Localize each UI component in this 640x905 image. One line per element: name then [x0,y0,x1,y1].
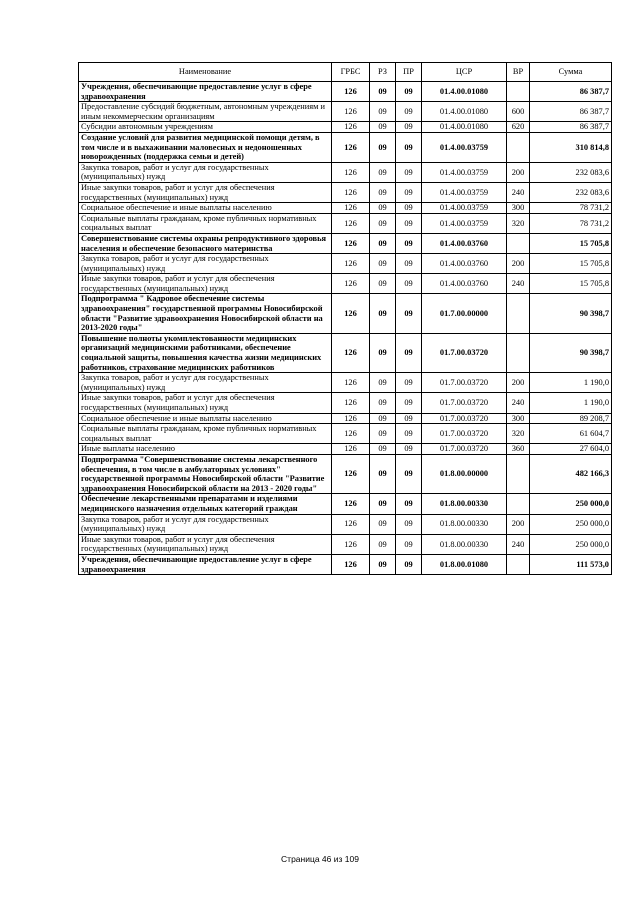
cell-grbs: 126 [332,554,370,574]
cell-grbs: 126 [332,413,370,424]
table-row [79,213,612,233]
cell-csr: 01.8.00.00330 [422,534,507,554]
table-row [79,413,612,424]
cell-rz: 09 [370,333,396,372]
cell-sum: 86 387,7 [530,102,612,122]
cell-rz: 09 [370,424,396,444]
cell-csr: 01.7.00.03720 [422,413,507,424]
cell-pr: 09 [396,413,422,424]
cell-pr: 09 [396,444,422,455]
cell-vr: 200 [507,373,530,393]
cell-vr: 600 [507,102,530,122]
cell-pr: 09 [396,254,422,274]
cell-vr [507,233,530,253]
cell-sum: 89 208,7 [530,413,612,424]
cell-grbs: 126 [332,424,370,444]
cell-grbs: 126 [332,102,370,122]
cell-csr: 01.4.00.03759 [422,213,507,233]
cell-name: Обеспечение лекарственными препаратами и изделиями медицинского назначения отдельных категорий граждан [79,494,332,514]
cell-csr: 01.7.00.03720 [422,444,507,455]
cell-sum: 1 190,0 [530,393,612,413]
cell-pr: 09 [396,102,422,122]
cell-name: Иные закупки товаров, работ и услуг для обеспечения государственных (муниципальных) нужд [79,182,332,202]
cell-rz: 09 [370,132,396,162]
cell-grbs: 126 [332,444,370,455]
table-row [79,393,612,413]
cell-pr: 09 [396,182,422,202]
cell-rz: 09 [370,514,396,534]
cell-csr: 01.8.00.00330 [422,494,507,514]
cell-rz: 09 [370,294,396,333]
table-row [79,333,612,372]
table-row [79,444,612,455]
cell-rz: 09 [370,254,396,274]
cell-csr: 01.4.00.01080 [422,122,507,133]
cell-vr: 200 [507,162,530,182]
cell-vr: 240 [507,182,530,202]
cell-name: Совершенствование системы охраны репродуктивного здоровья населения и обеспечение безопасного материнства [79,233,332,253]
cell-name: Социальные выплаты гражданам, кроме публичных нормативных социальных выплат [79,213,332,233]
cell-name: Подпрограмма " Кадровое обеспечение системы здравоохранения" государственной программы Новосибирской области "Развитие здравоохранения Новосибирской области на 2013-2020 годы" [79,294,332,333]
cell-pr: 09 [396,82,422,102]
table-row [79,274,612,294]
cell-vr [507,294,530,333]
cell-name: Учреждения, обеспечивающие предоставление услуг в сфере здравоохранения [79,82,332,102]
cell-sum: 250 000,0 [530,534,612,554]
cell-grbs: 126 [332,494,370,514]
cell-grbs: 126 [332,82,370,102]
cell-name: Закупка товаров, работ и услуг для государственных (муниципальных) нужд [79,373,332,393]
cell-pr: 09 [396,274,422,294]
table-row [79,514,612,534]
table-row [79,494,612,514]
cell-vr: 240 [507,534,530,554]
cell-rz: 09 [370,274,396,294]
table-row [79,454,612,493]
cell-grbs: 126 [332,122,370,133]
cell-csr: 01.4.00.03760 [422,233,507,253]
cell-sum: 86 387,7 [530,122,612,133]
cell-grbs: 126 [332,254,370,274]
cell-sum: 232 083,6 [530,162,612,182]
cell-pr: 09 [396,393,422,413]
cell-csr: 01.7.00.03720 [422,333,507,372]
table-row [79,373,612,393]
table-row [79,233,612,253]
cell-rz: 09 [370,182,396,202]
cell-csr: 01.7.00.00000 [422,294,507,333]
cell-grbs: 126 [332,274,370,294]
cell-vr: 320 [507,424,530,444]
cell-grbs: 126 [332,233,370,253]
cell-vr [507,132,530,162]
cell-rz: 09 [370,122,396,133]
cell-vr: 620 [507,122,530,133]
cell-grbs: 126 [332,333,370,372]
cell-rz: 09 [370,393,396,413]
cell-rz: 09 [370,213,396,233]
cell-rz: 09 [370,494,396,514]
cell-pr: 09 [396,534,422,554]
cell-csr: 01.4.00.03759 [422,203,507,214]
cell-name: Закупка товаров, работ и услуг для государственных (муниципальных) нужд [79,514,332,534]
cell-grbs: 126 [332,213,370,233]
cell-csr: 01.8.00.00330 [422,514,507,534]
cell-name: Иные закупки товаров, работ и услуг для обеспечения государственных (муниципальных) нужд [79,274,332,294]
cell-grbs: 126 [332,162,370,182]
cell-pr: 09 [396,424,422,444]
cell-name: Социальные выплаты гражданам, кроме публичных нормативных социальных выплат [79,424,332,444]
cell-sum: 15 705,8 [530,233,612,253]
cell-name: Закупка товаров, работ и услуг для государственных (муниципальных) нужд [79,254,332,274]
cell-grbs: 126 [332,514,370,534]
cell-pr: 09 [396,294,422,333]
cell-csr: 01.7.00.03720 [422,424,507,444]
cell-name: Иные закупки товаров, работ и услуг для обеспечения государственных (муниципальных) нужд [79,393,332,413]
cell-pr: 09 [396,162,422,182]
cell-sum: 78 731,2 [530,213,612,233]
cell-sum: 15 705,8 [530,254,612,274]
table-header-row [79,63,612,82]
cell-pr: 09 [396,122,422,133]
table-row [79,132,612,162]
cell-vr [507,494,530,514]
cell-vr: 200 [507,254,530,274]
cell-sum: 78 731,2 [530,203,612,214]
cell-csr: 01.4.00.03759 [422,162,507,182]
cell-pr: 09 [396,213,422,233]
table-row [79,203,612,214]
cell-rz: 09 [370,534,396,554]
header-sum: Сумма [530,63,612,82]
cell-csr: 01.8.00.00000 [422,454,507,493]
table-row [79,182,612,202]
cell-vr: 360 [507,444,530,455]
cell-pr: 09 [396,373,422,393]
cell-vr: 240 [507,393,530,413]
table-row [79,294,612,333]
table-row [79,162,612,182]
cell-vr [507,454,530,493]
cell-csr: 01.4.00.01080 [422,82,507,102]
cell-grbs: 126 [332,534,370,554]
cell-sum: 482 166,3 [530,454,612,493]
cell-sum: 250 000,0 [530,514,612,534]
table-row [79,102,612,122]
cell-sum: 90 398,7 [530,294,612,333]
cell-rz: 09 [370,454,396,493]
cell-name: Социальное обеспечение и иные выплаты населению [79,203,332,214]
cell-vr: 240 [507,274,530,294]
header-name: Наименование [79,63,332,82]
cell-sum: 90 398,7 [530,333,612,372]
cell-rz: 09 [370,444,396,455]
cell-pr: 09 [396,233,422,253]
cell-pr: 09 [396,494,422,514]
cell-rz: 09 [370,82,396,102]
cell-vr: 300 [507,413,530,424]
cell-rz: 09 [370,554,396,574]
cell-csr: 01.8.00.01080 [422,554,507,574]
cell-csr: 01.7.00.03720 [422,373,507,393]
cell-pr: 09 [396,454,422,493]
cell-csr: 01.7.00.03720 [422,393,507,413]
cell-sum: 86 387,7 [530,82,612,102]
header-pr: ПР [396,63,422,82]
cell-vr: 320 [507,213,530,233]
cell-name: Закупка товаров, работ и услуг для государственных (муниципальных) нужд [79,162,332,182]
table-row [79,122,612,133]
cell-rz: 09 [370,162,396,182]
cell-grbs: 126 [332,182,370,202]
cell-grbs: 126 [332,203,370,214]
header-rz: РЗ [370,63,396,82]
cell-grbs: 126 [332,393,370,413]
header-vr: ВР [507,63,530,82]
cell-name: Субсидии автономным учреждениям [79,122,332,133]
cell-name: Предоставление субсидий бюджетным, автономным учреждениям и иным некоммерческим организациям [79,102,332,122]
cell-rz: 09 [370,203,396,214]
cell-rz: 09 [370,233,396,253]
cell-name: Социальное обеспечение и иные выплаты населению [79,413,332,424]
cell-sum: 15 705,8 [530,274,612,294]
cell-rz: 09 [370,413,396,424]
header-grbs: ГРБС [332,63,370,82]
cell-vr [507,82,530,102]
cell-sum: 1 190,0 [530,373,612,393]
cell-rz: 09 [370,373,396,393]
cell-csr: 01.4.00.03760 [422,254,507,274]
cell-sum: 250 000,0 [530,494,612,514]
budget-table [78,62,612,575]
table-row [79,254,612,274]
cell-grbs: 126 [332,454,370,493]
cell-csr: 01.4.00.03759 [422,182,507,202]
cell-vr: 300 [507,203,530,214]
header-csr: ЦСР [422,63,507,82]
cell-csr: 01.4.00.01080 [422,102,507,122]
cell-csr: 01.4.00.03759 [422,132,507,162]
cell-name: Создание условий для развития медицинской помощи детям, в том числе и в выхаживании маловесных и недоношенных новорожденных (поддержка семьи и детей) [79,132,332,162]
cell-vr [507,333,530,372]
cell-grbs: 126 [332,294,370,333]
cell-grbs: 126 [332,373,370,393]
cell-csr: 01.4.00.03760 [422,274,507,294]
cell-sum: 111 573,0 [530,554,612,574]
cell-sum: 27 604,0 [530,444,612,455]
table-row [79,424,612,444]
cell-pr: 09 [396,554,422,574]
cell-pr: 09 [396,132,422,162]
cell-name: Иные выплаты населению [79,444,332,455]
cell-sum: 232 083,6 [530,182,612,202]
table-row [79,534,612,554]
table-row [79,554,612,574]
cell-vr [507,554,530,574]
cell-vr: 200 [507,514,530,534]
cell-name: Повышение полноты укомплектованности медицинских организаций медицинскими работниками, обеспечение социальной защиты, повышения качества жизни медицинских работников, страхование медицинских работников [79,333,332,372]
cell-pr: 09 [396,203,422,214]
cell-grbs: 126 [332,132,370,162]
cell-sum: 61 604,7 [530,424,612,444]
cell-name: Подпрограмма "Совершенствование системы лекарственного обеспечения, в том числе в амбулаторных условиях" государственной программы Новосибирской области "Развитие здравоохранения Новосибирской области на 2013 - 2020 годы" [79,454,332,493]
table-body [79,82,612,575]
cell-rz: 09 [370,102,396,122]
cell-sum: 310 814,8 [530,132,612,162]
cell-name: Учреждения, обеспечивающие предоставление услуг в сфере здравоохранения [79,554,332,574]
cell-name: Иные закупки товаров, работ и услуг для обеспечения государственных (муниципальных) нужд [79,534,332,554]
page-number: Страница 46 из 109 [281,854,359,864]
cell-pr: 09 [396,333,422,372]
cell-pr: 09 [396,514,422,534]
table-row [79,82,612,102]
